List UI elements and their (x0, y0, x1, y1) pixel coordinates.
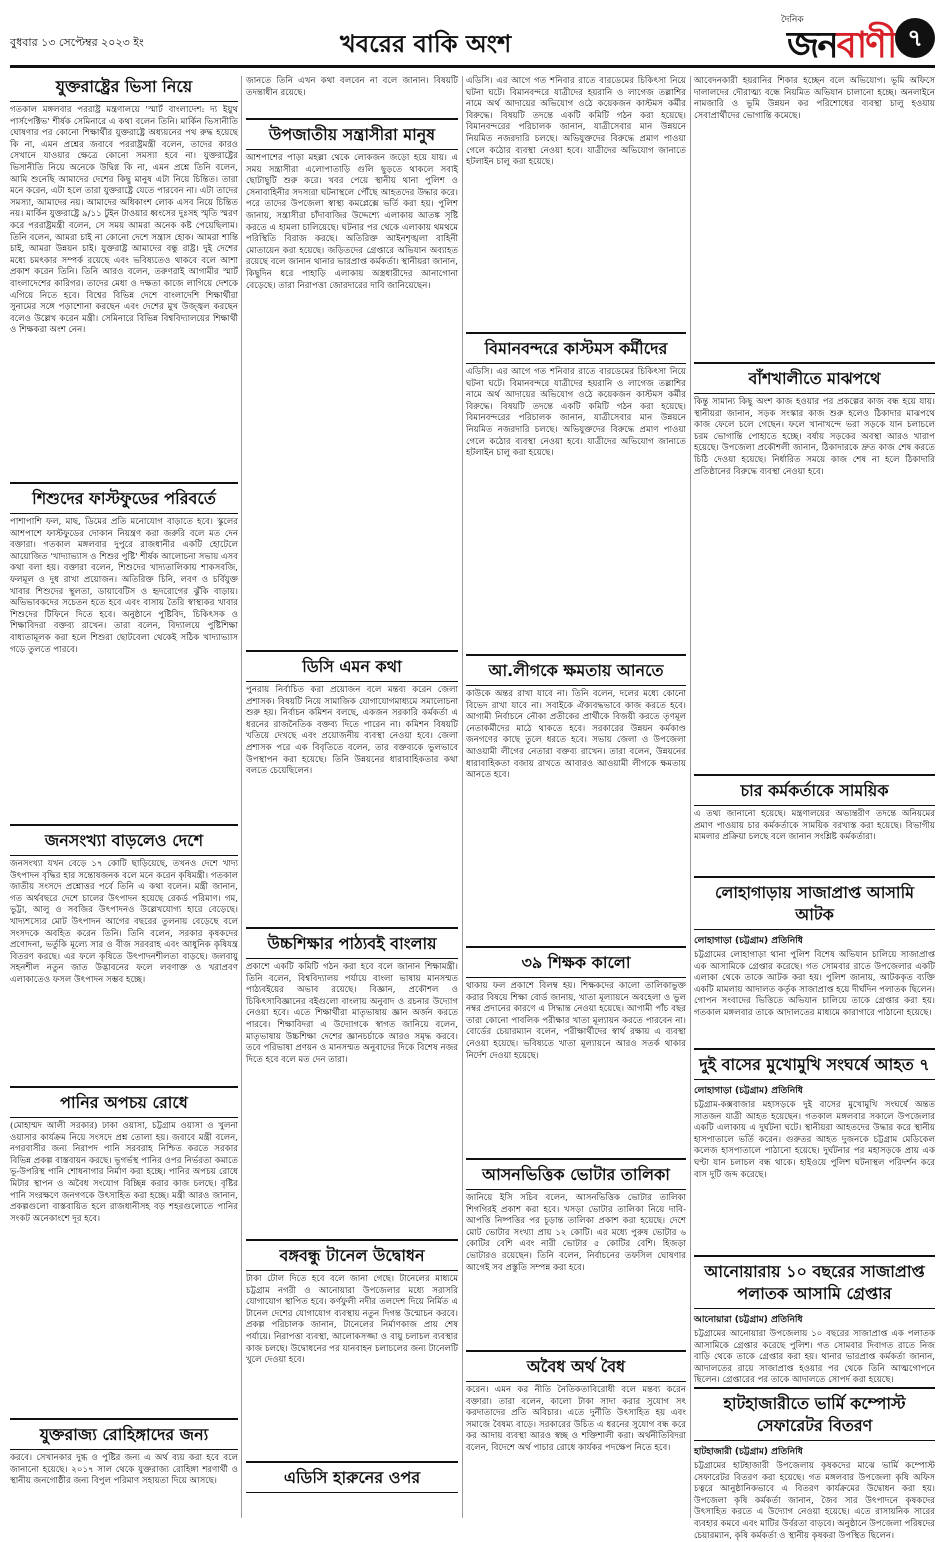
divider (466, 332, 686, 334)
article-continuation-top (246, 76, 458, 114)
article-body: এ তথ্য জানানো হয়েছে। মন্ত্রণালয়ের অভ্যন্তরীণ তদন্তে অনিয়মের প্রমাণ পাওয়ায় চার কর্মকর্তাকে সাময়িক বরখাস্ত করা হয়েছে। বিভাগীয় মামলার প্রক্রিয়া চলছে বলে জানান সংশ্লিষ্ট কর্মকর্তারা। (694, 809, 935, 843)
article-teachers-39 (466, 952, 686, 1152)
article-body: আশপাশের পাড়া মহল্লা থেকে লোকজন জড়ো হয়ে যায়। এ সময় সন্ত্রাসীরা এলোপাতাড়ি গুলি ছুড়তে থাকলে সবাই ছোটাছুটি শুরু করে। খবর পেয়ে স্থানীয় থানা পুলিশ ও সেনাবাহিনীর সদস্যরা ঘটনাস্থলে পৌঁছে আহতদের উদ্ধার করে। পরে তাদের উপজেলা স্বাস্থ্য কমপ্লেক্সে ভর্তি করা হয়। পুলিশ জানায়, সন্ত্রাসীরা চাঁদাবাজির উদ্দেশ্যে এলাকায় আতঙ্ক সৃষ্টি করতে এ হামলা চালিয়েছে। ঘটনার পর থেকে এলাকায় থমথমে পরিস্থিতি বিরাজ করছে। অতিরিক্ত আইনশৃঙ্খলা বাহিনী মোতায়েন করা হয়েছে। জড়িতদের গ্রেপ্তারে অভিযান অব্যাহত রয়েছে বলে জানান থানার ভারপ্রাপ্ত কর্মকর্তা। স্থানীয়রা জানান, কিছুদিন ধরে পাহাড়ি এলাকায় অস্ত্রধারীদের আনাগোনা বেড়েছে। তারা নিরাপত্তা জোরদারের দাবি জানিয়েছেন। (246, 153, 458, 291)
article-body: জানিয়ে ইসি সচিব বলেন, আসনভিত্তিক ভোটার তালিকা শিগগিরই প্রকাশ করা হবে। খসড়া ভোটার তালিকা নিয়ে দাবি-আপত্তি নিষ্পত্তির পর চূড়ান্ত তালিকা প্রকাশ করা হয়েছে। দেশে মোট ভোটার সংখ্যা প্রায় ১২ কোটি। এর মধ্যে পুরুষ ভোটার ৬ কোটির বেশি এবং নারী ভোটার ৫ কোটির বেশি। হিজড়া ভোটারও রয়েছেন। তিনি বলেন, নির্বাচনের তফসিল ঘোষণার আগেই সব প্রস্তুতি সম্পন্ন করা হবে। (466, 1193, 686, 1273)
article-dc-talk (246, 656, 458, 921)
headline: যুক্তরাজ্য রোহিঙ্গাদের জন্য (10, 1424, 238, 1450)
headline: যুক্তরাষ্ট্রের ভিসা নিয়ে (10, 76, 238, 102)
article-body: আবেদনকারী হয়রানির শিকার হচ্ছেন বলে অভিযোগ। ভূমি অফিসে দালালদের দৌরাত্ম্য বন্ধে নিয়মিত অভিযান চালানো হচ্ছে। অনলাইনে নামজারি ও ভূমি উন্নয়ন কর পরিশোধের ব্যবস্থা চালু হওয়ায় সেবাপ্রার্থীদের ভোগান্তি কমেছে। (694, 76, 935, 121)
column-2 (246, 76, 458, 1518)
headline: বিমানবন্দরে কাস্টমস কর্মীদের (466, 338, 686, 364)
headline: বাঁশখালীতে মাঝপথে (694, 368, 935, 394)
article-anowara-fugitive (694, 1261, 935, 1386)
headline: আসনভিত্তিক ভোটার তালিকা (466, 1164, 686, 1190)
article-us-visa (10, 76, 238, 476)
article-bus-collision (694, 1054, 935, 1249)
article-body: করবে। সেখানকার দুগ্ধ ও পুষ্টির জন্য এ অর্থ ব্যয় করা হবে বলে জানানো হয়েছে। ২০১৭ সাল থেকে যুক্তরাজ্য রোহিঙ্গা শরণার্থী ও স্থানীয় জনগোষ্ঠীর জন্য বিপুল পরিমাণ সহায়তা দিয়ে আসছে। (10, 1453, 238, 1487)
headline: লোহাগাড়ায় সাজাপ্রাপ্ত আসামি আটক (694, 882, 935, 930)
divider (246, 1239, 458, 1241)
article-bangabandhu-tunnel (246, 1245, 458, 1455)
headline: অবৈধ অর্থ বৈধ (466, 1356, 686, 1382)
divider (10, 824, 238, 826)
page-number: ৭ (895, 18, 935, 58)
newspaper-logo (781, 12, 896, 66)
section-title: খবরের বাকি অংশ (340, 30, 512, 58)
article-terrorists (246, 124, 458, 644)
article-adc-harun (246, 1467, 458, 1518)
headline: শিশুদের ফাস্টফুডের পরিবর্তে (10, 488, 238, 514)
logo-part2: বাণী (836, 25, 896, 66)
divider (246, 1461, 458, 1463)
masthead (10, 8, 935, 68)
article-body: প্রকাশে একটি কমিটি গঠন করা হবে বলে জানান শিক্ষামন্ত্রী। তিনি বলেন, বিশ্ববিদ্যালয় পর্যায়ে বাংলা ভাষায় মানসম্মত পাঠ্যবইয়ের অভাব রয়েছে। বিজ্ঞান, প্রকৌশল ও চিকিৎসাবিজ্ঞানের বইগুলো বাংলায় অনুবাদ ও রচনার উদ্যোগ নেওয়া হবে। এতে শিক্ষার্থীরা মাতৃভাষায় জ্ঞান অর্জন করতে পারবে। শিক্ষাবিদরা এ উদ্যোগকে স্বাগত জানিয়ে বলেন, মাতৃভাষায় উচ্চশিক্ষা দেশের জ্ঞানচর্চাকে আরও সমৃদ্ধ করবে। তবে পরিভাষা প্রণয়ন ও মানসম্মত অনুবাদের দিকে বিশেষ নজর দিতে হবে বলে মত দেন তারা। (246, 962, 458, 1065)
article-body: করেন। এমন কর নীতি নৈতিকতাবিরোধী বলে মন্তব্য করেন বক্তারা। তারা বলেন, কালো টাকা সাদা করার সুযোগ সৎ করদাতাদের প্রতি অবিচার। এতে দুর্নীতি উৎসাহিত হয় এবং সমাজে বৈষম্য বাড়ে। সরকারের উচিত এ ধরনের সুযোগ বন্ধ করে কর আদায় ব্যবস্থা আরও স্বচ্ছ ও শক্তিশালী করা। অর্থনীতিবিদরা বলেন, বিদেশে অর্থ পাচার রোধে কার্যকর পদক্ষেপ নিতে হবে। (466, 1385, 686, 1453)
article-body: জনসংখ্যা যখন বেড়ে ১৭ কোটি ছাড়িয়েছে, তখনও দেশে খাদ্য উৎপাদন বৃদ্ধির হার সন্তোষজনক বলে মনে করেন কৃষিমন্ত্রী। গতকাল জাতীয় সংসদে প্রশ্নোত্তর পর্বে তিনি এ কথা বলেন। মন্ত্রী জানান, গত অর্থবছরে দেশে চালের উৎপাদন হয়েছে রেকর্ড পরিমাণ। গম, ভুট্টা, আলু ও সবজির উৎপাদনও উল্লেখযোগ্য হারে বেড়েছে। খাদ্যশস্যের মোট উৎপাদন আগের বছরের তুলনায় বেড়েছে বলে সংসদকে অবহিত করেন তিনি। তিনি বলেন, সরকার কৃষকদের প্রণোদনা, ভর্তুকি মূল্যে সার ও বীজ সরবরাহ এবং আধুনিক কৃষিযন্ত্র বিতরণ করছে। এর ফলে কৃষিতে উৎপাদনশীলতা বাড়ছে। জলবায়ু সহনশীল নতুন জাত উদ্ভাবনের ফলে লবণাক্ত ও খরাপ্রবণ এলাকাতেও ফসল উৎপাদন সম্ভব হচ্ছে। (10, 859, 238, 985)
article-water-waste (10, 1092, 238, 1412)
publication-date: বুধবার ১৩ সেপ্টেম্বর ২০২৩ ইং (10, 36, 144, 49)
article-kids-fast-food (10, 488, 238, 818)
column-1 (10, 76, 238, 1518)
divider (10, 482, 238, 484)
headline: বঙ্গবন্ধু টানেল উদ্বোধন (246, 1245, 458, 1271)
divider (466, 1350, 686, 1352)
divider (466, 1158, 686, 1160)
article-population (10, 830, 238, 1080)
article-body: এডিসি। এর আগে গত শনিবার রাতে বারডেমের চিকিৎসা নিয়ে ঘটনা ঘটে। বিমানবন্দরে যাত্রীদের হয়রানি ও লাগেজ তল্লাশির নামে অর্থ আদায়ের অভিযোগ ওঠে কয়েকজন কাস্টমস কর্মীর বিরুদ্ধে। বিষয়টি তদন্তে একটি কমিটি গঠন করা হয়েছে। বিমানবন্দরের পরিচালক জানান, যাত্রীসেবার মান উন্নয়নে নিয়মিত নজরদারি চলছে। অভিযুক্তদের বিরুদ্ধে প্রমাণ পাওয়া গেলে কঠোর ব্যবস্থা নেওয়া হবে। যাত্রীদের অভিযোগ জানাতে হটলাইন চালু করা হয়েছে। (466, 76, 686, 168)
article-body: পুনরায় নির্বাচিত করা প্রয়োজন বলে মন্তব্য করেন জেলা প্রশাসক। বিষয়টি নিয়ে সামাজিক যোগাযোগমাধ্যমে সমালোচনা শুরু হয়। নির্বাচন কমিশন বলছে, একজন সরকারি কর্মকর্তা এ ধরনের রাজনৈতিক বক্তব্য দিতে পারেন না। কমিশন বিষয়টি খতিয়ে দেখছে এবং প্রয়োজনীয় ব্যবস্থা নেওয়া হবে। জেলা প্রশাসক পরে এক বিবৃতিতে বলেন, তার বক্তব্যকে ভুলভাবে উপস্থাপন করা হয়েছে। তিনি উন্নয়নের ধারাবাহিকতার কথা বলতে চেয়েছিলেন। (246, 685, 458, 777)
article-illegal-money (466, 1356, 686, 1518)
column-4 (694, 76, 935, 1541)
article-al-power (466, 660, 686, 940)
article-body: চট্টগ্রামের আনোয়ারা উপজেলায় ১০ বছরের সাজাপ্রাপ্ত এক পলাতক আসামিকে গ্রেপ্তার করেছে পুলিশ। গত সোমবার দিবাগত রাতে নিজ বাড়ি থেকে তাকে গ্রেপ্তার করা হয়। থানার ভারপ্রাপ্ত কর্মকর্তা জানান, আদালতের রায়ে সাজাপ্রাপ্ত হওয়ার পর থেকে তিনি আত্মগোপনে ছিলেন। গ্রেপ্তারের পর তাকে আদালতে সোপর্দ করা হয়েছে। (694, 1329, 935, 1386)
headline: ডিসি এমন কথা (246, 656, 458, 682)
logo-prefix: দৈনিক (781, 15, 804, 25)
article-customs-staff (466, 338, 686, 648)
divider (10, 1418, 238, 1420)
divider (246, 927, 458, 929)
logo-part1: জন (787, 25, 837, 66)
headline: দুই বাসের মুখোমুখি সংঘর্ষে আহত ৭ (694, 1054, 935, 1080)
headline: আ.লীগকে ক্ষমতায় আনতে (466, 660, 686, 686)
headline: হাটহাজারীতে ভার্মি কম্পোস্ট সেফারেটর বিতরণ (694, 1393, 935, 1441)
byline: লোহাগাড়া (চট্টগ্রাম) প্রতিনিধি (694, 1086, 803, 1096)
article-bangla-higher-ed (246, 933, 458, 1233)
article-voter-list (466, 1164, 686, 1344)
article-continuation (466, 76, 686, 326)
article-lohagara-convict (694, 882, 935, 1042)
article-body: পাশাপাশি ফল, মাছ, ডিমের প্রতি মনোযোগ বাড়াতে হবে। স্কুলের আশপাশে ফাস্টফুডের দোকান নিয়ন্ত্রণ করা জরুরি বলে মত দেন বক্তারা। গতকাল মঙ্গলবার দুপুরে রাজধানীর একটি হোটেলে আয়োজিত 'খাদ্যাভ্যাস ও শিশুর পুষ্টি' শীর্ষক আলোচনা সভায় এসব কথা বলা হয়। বক্তারা বলেন, শিশুদের খাদ্যতালিকায় শাকসবজি, ফলমূল ও দুধ রাখা প্রয়োজন। অতিরিক্ত চিনি, লবণ ও চর্বিযুক্ত খাবার শিশুদের স্থূলতা, ডায়াবেটিস ও হৃদরোগের ঝুঁকি বাড়ায়। অভিভাবকদের সচেতন হতে হবে এবং বাসায় তৈরি স্বাস্থ্যকর খাবার শিশুদের টিফিনে দিতে হবে। অনুষ্ঠানে পুষ্টিবিদ, চিকিৎসক ও শিক্ষাবিদরা বক্তব্য রাখেন। তারা বলেন, বিদ্যালয়ে পুষ্টিশিক্ষা বাধ্যতামূলক করা হলে শিশুরা ছোটবেলা থেকেই সঠিক খাদ্যাভ্যাস গড়ে তুলতে পারবে। (10, 517, 238, 655)
divider (694, 876, 935, 878)
headline: জনসংখ্যা বাড়লেও দেশে (10, 830, 238, 856)
divider (694, 1048, 935, 1050)
headline: উচ্চশিক্ষার পাঠ্যবই বাংলায় (246, 933, 458, 959)
headline: ৩৯ শিক্ষক কালো (466, 952, 686, 978)
article-hathazari-compost (694, 1393, 935, 1541)
divider (694, 1387, 935, 1389)
article-body: এডিসি। এর আগে গত শনিবার রাতে বারডেমের চিকিৎসা নিয়ে ঘটনা ঘটে। বিমানবন্দরে যাত্রীদের হয়রানি ও লাগেজ তল্লাশির নামে অর্থ আদায়ের অভিযোগ ওঠে কয়েকজন কাস্টমস কর্মীর বিরুদ্ধে। বিষয়টি তদন্তে একটি কমিটি গঠন করা হয়েছে। বিমানবন্দরের পরিচালক জানান, যাত্রীসেবার মান উন্নয়নে নিয়মিত নজরদারি চলছে। অভিযুক্তদের বিরুদ্ধে প্রমাণ পাওয়া গেলে কঠোর ব্যবস্থা নেওয়া হবে। যাত্রীদের অভিযোগ জানাতে হটলাইন চালু করা হয়েছে। (466, 367, 686, 459)
byline: হাটহাজারী (চট্টগ্রাম) প্রতিনিধি (694, 1447, 803, 1457)
headline: পানির অপচয় রোধে (10, 1092, 238, 1118)
article-body: (মোহাম্মদ আলী সরকার) ঢাকা ওয়াসা, চট্টগ্রাম ওয়াসা ও খুলনা ওয়াসার কার্যক্রম নিয়ে সংসদে প্রশ্ন তোলা হয়। জবাবে মন্ত্রী বলেন, নগরবাসীর জন্য নিরাপদ পানি সরবরাহ নিশ্চিত করতে সরকার বিভিন্ন প্রকল্প বাস্তবায়ন করছে। ভূগর্ভস্থ পানির ওপর নির্ভরতা কমাতে ভূ-উপরিস্থ পানি শোধনাগার নির্মাণ করা হচ্ছে। পানির অপচয় রোধে মিটার স্থাপন ও অবৈধ সংযোগ বিচ্ছিন্ন করার কাজ চলছে। বৃষ্টির পানি সংরক্ষণে জনগণকে উৎসাহিত করা হচ্ছে। মন্ত্রী আরও জানান, প্রকল্পগুলো বাস্তবায়িত হলে রাজধানীসহ বড় শহরগুলোতে পানির সংকট অনেকাংশে দূর হবে। (10, 1121, 238, 1224)
headline: আনোয়ারায় ১০ বছরের সাজাপ্রাপ্ত পলাতক আসামি গ্রেপ্তার (694, 1261, 935, 1309)
article-body: চট্টগ্রামের লোহাগাড়া থানা পুলিশ বিশেষ অভিযান চালিয়ে সাজাপ্রাপ্ত এক আসামিকে গ্রেপ্তার করেছে। গত সোমবার রাতে উপজেলার একটি এলাকা থেকে তাকে আটক করা হয়। পুলিশ জানায়, আটককৃত ব্যক্তি একটি মামলায় আদালত কর্তৃক সাজাপ্রাপ্ত হয়ে দীর্ঘদিন পলাতক ছিলেন। গোপন সংবাদের ভিত্তিতে অভিযান চালিয়ে তাকে গ্রেপ্তার করা হয়। গতকাল মঙ্গলবার তাকে আদালতের মাধ্যমে কারাগারে পাঠানো হয়েছে। (694, 950, 935, 1018)
divider (10, 1086, 238, 1088)
article-body: জানতে তিনি এখন কথা বলবেন না বলে জানান। বিষয়টি তদন্তাধীন রয়েছে। (246, 76, 458, 98)
byline: আনোয়ারা (চট্টগ্রাম) প্রতিনিধি (694, 1315, 803, 1325)
divider (466, 946, 686, 948)
article-body: কাউকে অন্তর রাখা যাবে না। তিনি বলেন, দলের মধ্যে কোনো বিভেদ রাখা যাবে না। সবাইকে ঐক্যবদ্ধভাবে কাজ করতে হবে। আগামী নির্বাচনে নৌকা প্রতীকের প্রার্থীকে বিজয়ী করতে তৃণমূল নেতাকর্মীদের মাঠে থাকতে হবে। সরকারের উন্নয়ন কর্মকাণ্ড জনগণের কাছে তুলে ধরতে হবে। সভায় জেলা ও উপজেলা আওয়ামী লীগের নেতারা বক্তব্য রাখেন। তারা বলেন, উন্নয়নের ধারাবাহিকতা বজায় রাখতে আবারও আওয়ামী লীগকে ক্ষমতায় আনতে হবে। (466, 689, 686, 781)
divider (694, 1255, 935, 1257)
article-banshkhali (694, 368, 935, 768)
headline: উপজাতীয় সন্ত্রাসীরা মানুষ (246, 124, 458, 150)
column-rule (241, 76, 242, 1518)
divider (466, 654, 686, 656)
divider (246, 118, 458, 120)
article-four-officers (694, 780, 935, 870)
article-body: থাকায় ফল প্রকাশে বিলম্ব হয়। শিক্ষকদের কালো তালিকাভুক্ত করার বিষয়ে শিক্ষা বোর্ড জানায়, খাতা মূল্যায়নে অবহেলা ও ভুল নম্বর প্রদানের কারণে এ সিদ্ধান্ত নেওয়া হয়েছে। আগামী পাঁচ বছর তারা কোনো পাবলিক পরীক্ষার খাতা মূল্যায়ন করতে পারবেন না। বোর্ডের চেয়ারম্যান বলেন, পরীক্ষার্থীদের স্বার্থ রক্ষায় এ ব্যবস্থা নেওয়া হয়েছে। ভবিষ্যতে খাতা মূল্যায়নে আরও সতর্ক থাকার নির্দেশ দেওয়া হয়েছে। (466, 981, 686, 1061)
article-body: চট্টগ্রামের হাটহাজারী উপজেলায় কৃষকদের মাঝে ভার্মি কম্পোস্ট সেফারেটর বিতরণ করা হয়েছে। গত মঙ্গলবার উপজেলা কৃষি অফিস চত্বরে আনুষ্ঠানিকভাবে এ বিতরণ কার্যক্রমের উদ্বোধন করা হয়। উপজেলা কৃষি কর্মকর্তা জানান, জৈব সার উৎপাদনে কৃষকদের উৎসাহিত করতে এ উদ্যোগ নেওয়া হয়েছে। এতে রাসায়নিক সারের ব্যবহার কমবে এবং মাটির উর্বরতা বাড়বে। অনুষ্ঠানে উপজেলা পরিষদের চেয়ারম্যান, কৃষি কর্মকর্তা ও স্থানীয় কৃষকরা উপস্থিত ছিলেন। (694, 1461, 935, 1541)
article-body: কিন্তু সামান্য কিছু অংশ কাজ হওয়ার পর প্রকল্পের কাজ বন্ধ হয়ে যায়। স্থানীয়রা জানান, সড়ক সংস্কার কাজ শুরু হলেও ঠিকাদার মাঝপথে কাজ ফেলে চলে গেছেন। ফলে খানাখন্দে ভরা সড়কে যান চলাচলে চরম ভোগান্তি পোহাতে হচ্ছে। বর্ষায় সড়কের অবস্থা আরও খারাপ হয়েছে। উপজেলা প্রকৌশলী জানান, ঠিকাদারকে দ্রুত কাজ শেষ করতে চিঠি দেওয়া হয়েছে। নির্ধারিত সময়ে কাজ শেষ না হলে ঠিকাদারি প্রতিষ্ঠানের বিরুদ্ধে ব্যবস্থা নেওয়া হবে। (694, 397, 935, 477)
byline: লোহাগাড়া (চট্টগ্রাম) প্রতিনিধি (694, 936, 803, 946)
logo-wordmark (787, 18, 895, 78)
headline: এডিসি হারুনের ওপর (246, 1467, 458, 1493)
column-rule (690, 76, 691, 1518)
column-rule (462, 76, 463, 1518)
divider (694, 774, 935, 776)
article-uk-rohingya (10, 1424, 238, 1518)
article-body: চট্টগ্রাম-কক্সবাজার মহাসড়কে দুই বাসের মুখোমুখি সংঘর্ষে অন্তত সাতজন যাত্রী আহত হয়েছেন। গতকাল মঙ্গলবার সকালে উপজেলার একটি এলাকায় এ দুর্ঘটনা ঘটে। স্থানীয়রা আহতদের উদ্ধার করে স্থানীয় হাসপাতালে ভর্তি করেন। গুরুতর আহত দুজনকে চট্টগ্রাম মেডিকেল কলেজ হাসপাতালে পাঠানো হয়েছে। দুর্ঘটনার পর মহাসড়কে প্রায় এক ঘণ্টা যান চলাচল বন্ধ থাকে। হাইওয়ে পুলিশ ঘটনাস্থল পরিদর্শন করে বাস দুটি জব্দ করেছে। (694, 1100, 935, 1180)
divider (694, 362, 935, 364)
headline: চার কর্মকর্তাকে সাময়িক (694, 780, 935, 806)
column-3 (466, 76, 686, 1518)
divider (246, 650, 458, 652)
article-body: টাকা টোল দিতে হবে বলে জানা গেছে। টানেলের মাধ্যমে চট্টগ্রাম নগরী ও আনোয়ারা উপজেলার মধ্যে সরাসরি যোগাযোগ স্থাপিত হবে। কর্ণফুলী নদীর তলদেশ দিয়ে নির্মিত এ টানেল দেশের যোগাযোগ ব্যবস্থায় নতুন দিগন্ত উন্মোচন করবে। প্রকল্প পরিচালক জানান, টানেলের নির্মাণকাজ প্রায় শেষ পর্যায়ে। নিরাপত্তা ব্যবস্থা, আলোকসজ্জা ও বায়ু চলাচল ব্যবস্থার কাজ চলছে। উদ্বোধনের পর যানবাহন চলাচলের জন্য টানেলটি খুলে দেওয়া হবে। (246, 1274, 458, 1366)
article-land-tax (694, 76, 935, 356)
article-body: গতকাল মঙ্গলবার পররাষ্ট্র মন্ত্রণালয়ে 'স্মার্ট বাংলাদেশ: দ্য ইয়ুথ পার্সপেক্টিভ' শীর্ষক সেমিনারে এ কথা বলেন তিনি। মার্কিন ভিসানীতি ঘোষণার পর কোনো শিক্ষার্থীর যুক্তরাষ্ট্রে অধ্যয়নের পথ রুদ্ধ হয়েছে কি না, এমন প্রশ্নের জবাবে পররাষ্ট্রমন্ত্রী বলেন, তাদের কারও সেখানে যাওয়ার ক্ষেত্রে কোনো সমস্যা হবে না। যুক্তরাষ্ট্রের ভিসানীতি নিয়ে অনেকে উদ্বিগ্ন কি না, এমন প্রশ্নে তিনি বলেন, আমি শুনেছি আমাদের দেশের কিছু মানুষ এটা নিয়ে চিন্তিত। তারা মনে করেন, এটা হলে তারা যুক্তরাষ্ট্রে যেতে পারবেন না। এটা তাদের সমস্যা, আমাদের নয়। আমাদের অধিকাংশ লোক এসব নিয়ে চিন্তিত নয়। মার্কিন যুক্তরাষ্ট্রে ৯/১১ টুইন টাওয়ার ধ্বংসের দুঃসহ স্মৃতি স্মরণ করে পররাষ্ট্রমন্ত্রী বলেন, সে সময় আমরা অনেক কষ্ট পেয়েছিলাম। তিনি বলেন, আমরা চাই না কোনো দেশে সন্ত্রাস হোক। আমরা শান্তি চাই, আমরা উন্নয়ন চাই। যুক্তরাষ্ট্র আমাদের বন্ধু রাষ্ট্র। দুই দেশের মধ্যে চমৎকার সম্পর্ক রয়েছে এবং ভবিষ্যতেও থাকবে বলে আশা প্রকাশ করেন তিনি। তিনি আরও বলেন, তরুণরাই আগামীর স্মার্ট বাংলাদেশের কারিগর। তাদের মেধা ও দক্ষতা কাজে লাগিয়ে দেশকে এগিয়ে নিতে হবে। বিশ্বের বিভিন্ন দেশে বাংলাদেশি শিক্ষার্থীরা সুনামের সঙ্গে পড়াশোনা করছেন এবং দেশের মুখ উজ্জ্বল করছেন বলেও উল্লেখ করেন মন্ত্রী। সেমিনারে বিভিন্ন বিশ্ববিদ্যালয়ের শিক্ষার্থী ও শিক্ষকরা অংশ নেন। (10, 105, 238, 336)
